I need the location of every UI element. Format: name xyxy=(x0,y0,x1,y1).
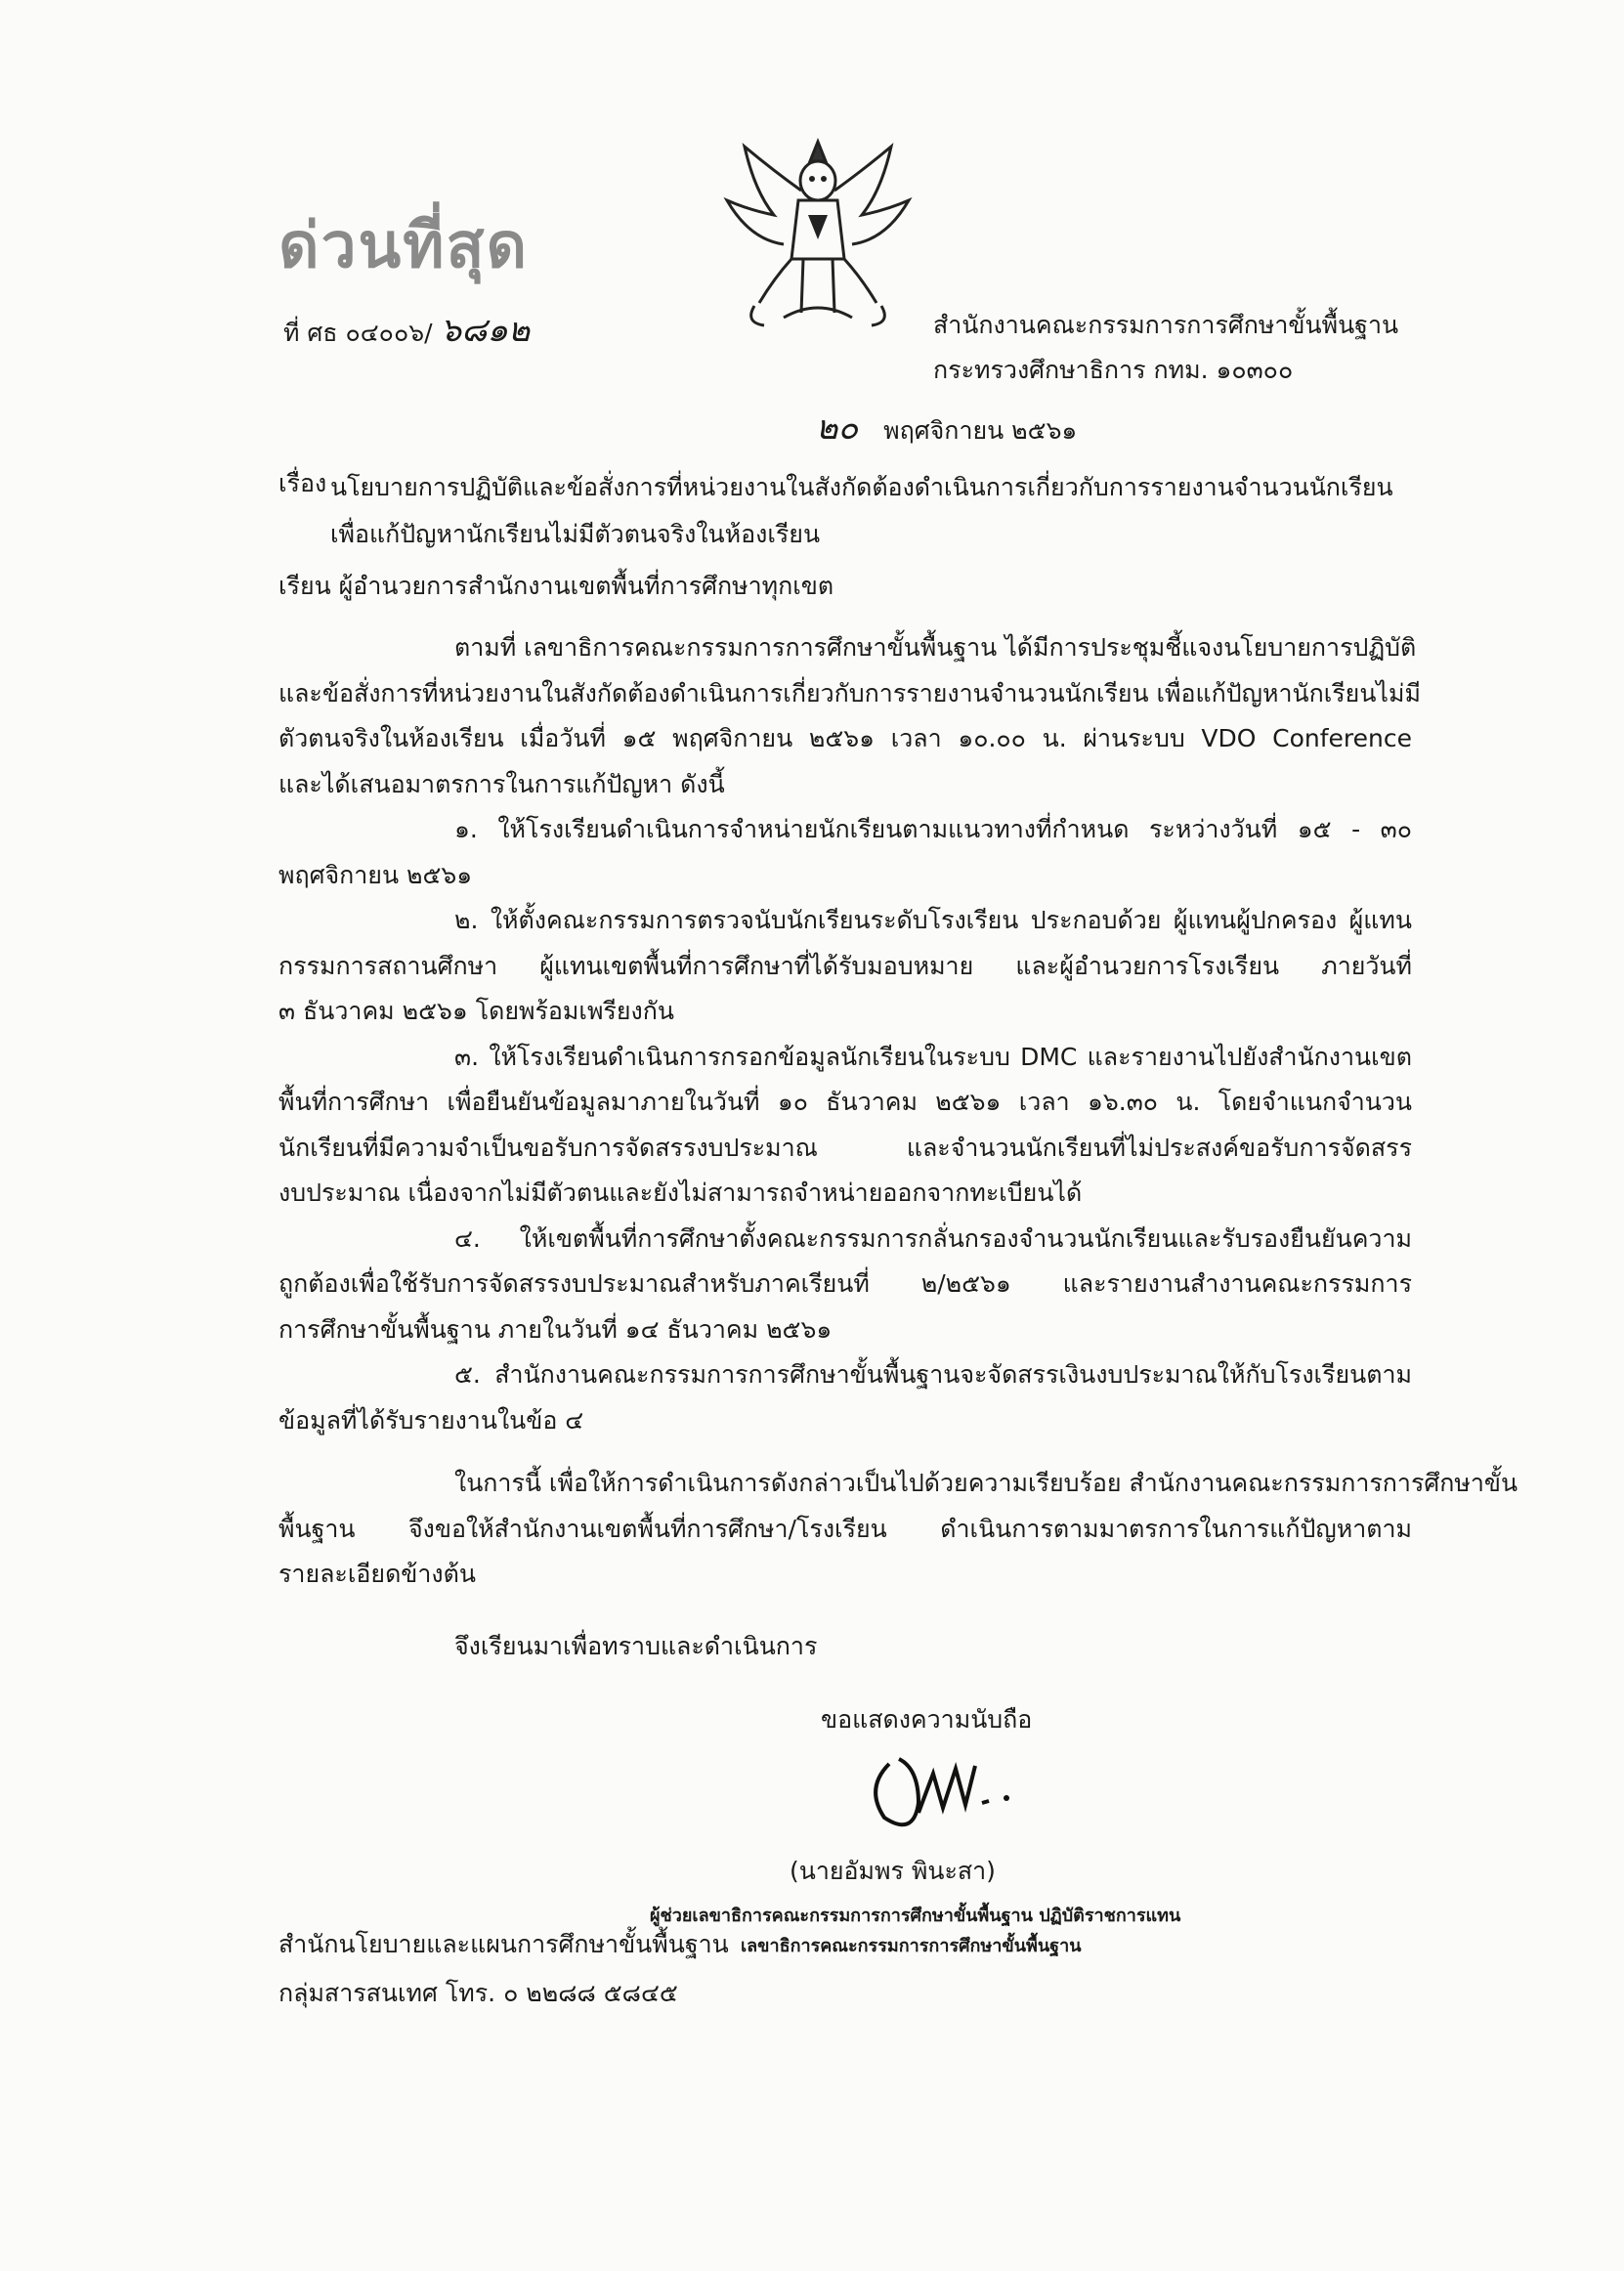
document-date xyxy=(816,401,1077,453)
urgency-heading: ด่วนที่สุด xyxy=(278,210,530,282)
letter-conclusion xyxy=(278,1461,1518,1598)
closing-statement: จึงเรียนมาเพื่อทราบและดำเนินการ xyxy=(454,1632,818,1660)
subject-label: เรื่อง xyxy=(278,469,327,497)
conclusion-line: พื้นฐาน จึงขอให้สำนักงานเขตพื้นที่การศึกษา/โรงเรียน ดำเนินการตามมาตรการในการแก้ปัญหาตาม xyxy=(278,1514,1412,1543)
conclusion-line: ในการนี้ เพื่อให้การดำเนินการดังกล่าวเป็นไปด้วยความเรียบร้อย สำนักงานคณะกรรมการการศึกษาขั้น xyxy=(454,1469,1518,1497)
body-line: ๕. สำนักงานคณะกรรมการการศึกษาขั้นพื้นฐานจะจัดสรรเงินงบประมาณให้กับโรงเรียนตาม xyxy=(454,1360,1412,1389)
body-line: พฤศจิกายน ๒๕๖๑ xyxy=(278,860,473,889)
handwritten-signature xyxy=(860,1744,1055,1832)
body-line: พื้นที่การศึกษา เพื่อยืนยันข้อมูลมาภายในวันที่ ๑๐ ธันวาคม ๒๕๖๑ เวลา ๑๖.๓๐ น. โดยจำแนกจำนวน xyxy=(278,1088,1412,1116)
subject-line: เพื่อแก้ปัญหานักเรียนไม่มีตัวตนจริงในห้องเรียน xyxy=(330,520,821,548)
body-line: ถูกต้องเพื่อใช้รับการจัดสรรงบประมาณสำหรับภาคเรียนที่ ๒/๒๕๖๑ และรายงานสำงานคณะกรรมการ xyxy=(278,1269,1412,1298)
complimentary-close: ขอแสดงความนับถือ xyxy=(821,1705,1033,1734)
body-line: งบประมาณ เนื่องจากไม่มีตัวตนและยังไม่สามารถจำหน่ายออกจากทะเบียนได้ xyxy=(278,1178,1083,1207)
footer-contact: กลุ่มสารสนเทศ โทร. ๐ ๒๒๘๘ ๕๘๔๕ xyxy=(278,1979,678,2007)
reference-prefix: ที่ ศธ ๐๔๐๐๖/ xyxy=(283,319,433,347)
body-line: และได้เสนอมาตรการในการแก้ปัญหา ดังนี้ xyxy=(278,769,725,798)
letter-body xyxy=(278,625,1421,1443)
body-line: ๔. ให้เขตพื้นที่การศึกษาตั้งคณะกรรมการกลั่นกรองจำนวนนักเรียนและรับรองยืนยันความ xyxy=(454,1223,1412,1253)
footer-department: สำนักนโยบายและแผนการศึกษาขั้นพื้นฐาน xyxy=(278,1930,729,1958)
issuing-organization xyxy=(933,303,1398,393)
reference-number-handwritten: ๖๘๑๒ xyxy=(440,311,531,350)
body-line: ๓. ให้โรงเรียนดำเนินการกรอกข้อมูลนักเรียนในระบบ DMC และรายงานไปยังสำนักงานเขต xyxy=(454,1042,1412,1071)
body-line: นักเรียนที่มีความจำเป็นขอรับการจัดสรรงบประมาณ และจำนวนนักเรียนที่ไม่ประสงค์ขอรับการจัดสรร xyxy=(278,1133,1412,1162)
document-reference xyxy=(283,303,530,356)
body-line: ตัวตนจริงในห้องเรียน เมื่อวันที่ ๑๕ พฤศจิกายน ๒๕๖๑ เวลา ๑๐.๐๐ น. ผ่านระบบ VDO Conference xyxy=(278,724,1412,752)
garuda-emblem-icon xyxy=(715,132,920,332)
date-day-handwritten: ๒๐ xyxy=(816,408,859,448)
body-line: ข้อมูลที่ได้รับรายงานในข้อ ๔ xyxy=(278,1405,584,1435)
body-line: การศึกษาขั้นพื้นฐาน ภายในวันที่ ๑๔ ธันวาคม ๒๕๖๑ xyxy=(278,1314,833,1344)
body-line: ตามที่ เลขาธิการคณะกรรมการการศึกษาขั้นพื้นฐาน ได้มีการประชุมชี้แจงนโยบายการปฏิบัติ xyxy=(454,633,1417,662)
body-line: ๓ ธันวาคม ๒๕๖๑ โดยพร้อมเพรียงกัน xyxy=(278,997,674,1025)
org-address: กระทรวงศึกษาธิการ กทม. ๑๐๓๐๐ xyxy=(933,356,1294,384)
subject-text xyxy=(330,464,1393,558)
conclusion-line: รายละเอียดข้างต้น xyxy=(278,1560,476,1588)
body-line: และข้อสั่งการที่หน่วยงานในสังกัดต้องดำเนินการเกี่ยวกับการรายงานจำนวนนักเรียน เพื่อแก้ปัญหานักเรียนไม่มี xyxy=(278,678,1421,707)
body-line: ๑. ให้โรงเรียนดำเนินการจำหน่ายนักเรียนตามแนวทางที่กำหนด ระหว่างวันที่ ๑๕ - ๓๐ xyxy=(454,815,1412,843)
body-line: ๒. ให้ตั้งคณะกรรมการตรวจนับนักเรียนระดับโรงเรียน ประกอบด้วย ผู้แทนผู้ปกครอง ผู้แทน xyxy=(454,906,1412,934)
org-name: สำนักงานคณะกรรมการการศึกษาขั้นพื้นฐาน xyxy=(933,311,1399,339)
subject-line: นโยบายการปฏิบัติและข้อสั่งการที่หน่วยงานในสังกัดต้องดำเนินการเกี่ยวกับการรายงานจำนวนนักเรียน xyxy=(330,473,1393,501)
signer-position-continued: เลขาธิการคณะกรรมการการศึกษาขั้นพื้นฐาน xyxy=(741,1936,1082,1956)
signer-position: ผู้ช่วยเลขาธิการคณะกรรมการการศึกษาขั้นพื้นฐาน ปฏิบัติราชการแทน xyxy=(650,1906,1181,1926)
recipient: เรียน ผู้อำนวยการสำนักงานเขตพื้นที่การศึกษาทุกเขต xyxy=(278,572,834,600)
signer-name: (นายอัมพร พินะสา) xyxy=(790,1857,996,1885)
body-line: กรรมการสถานศึกษา ผู้แทนเขตพื้นที่การศึกษาที่ได้รับมอบหมาย และผู้อำนวยการโรงเรียน ภายวันที่ xyxy=(278,951,1412,980)
date-month-year: พฤศจิกายน ๒๕๖๑ xyxy=(883,416,1078,445)
